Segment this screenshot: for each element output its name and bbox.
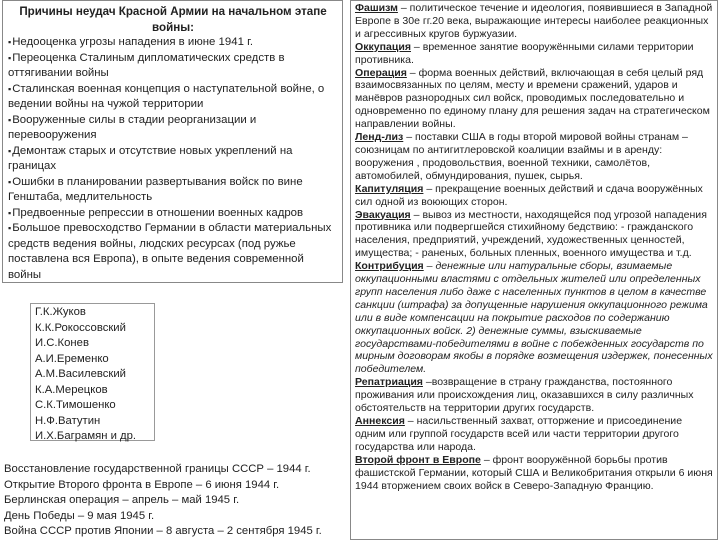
general-name: С.К.Тимошенко — [35, 399, 116, 411]
glossary-definition: – временное занятие вооружёнными силами территории противника. — [355, 40, 694, 66]
list-item: ▪Ошибки в планировании развертывания войск по вине Генштаба, медлительность — [8, 175, 303, 203]
bullet-icon: ▪ — [8, 145, 12, 156]
bullet-icon: ▪ — [8, 223, 12, 233]
glossary-entry — [355, 2, 715, 41]
glossary-term: Операция — [355, 66, 407, 79]
bullet-icon: ▪ — [8, 207, 12, 218]
general-name: И.Х.Баграмян и др. — [35, 430, 137, 442]
general-name: А.И.Еременко — [35, 352, 109, 365]
glossary-entry — [355, 67, 715, 132]
general-name: К.К.Рокоссовский — [35, 321, 126, 334]
date-line: Восстановление государственной границы СССР – 1944 г. — [4, 463, 311, 475]
glossary-panel — [350, 0, 718, 540]
glossary-term: Оккупация — [355, 40, 411, 53]
list-item: ▪Предвоенные репрессии в отношении военных кадров — [8, 206, 304, 219]
glossary-term: Аннексия — [355, 415, 405, 427]
glossary-entry — [355, 415, 715, 454]
date-line: Берлинская операция – апрель – май 1945 г. — [4, 494, 240, 506]
glossary-definition: – вывоз из местности, находящейся под угрозой нападения противника или подвергшейся стихийному бедствию: - гражданского населения, предприятий, учреждений, художественных ценностей, имущества; - раненых, больных пленных, военного имущества и т.д. — [355, 208, 707, 260]
glossary-term: Эвакуация — [355, 208, 411, 221]
causes-panel — [2, 0, 343, 283]
glossary-entry — [355, 376, 715, 415]
list-item: ▪Сталинская военная концепция о наступательной войне, о ведении войны на чужой территории — [8, 82, 325, 110]
glossary-term: Второй фронт в Европе — [355, 453, 481, 466]
general-name: Н.Ф.Ватутин — [35, 414, 101, 427]
bullet-icon: ▪ — [8, 176, 12, 187]
glossary-entry — [355, 183, 715, 209]
glossary-entry — [355, 454, 715, 493]
glossary-definition: – поставки США в годы второй мировой войны странам – союзницам по антигитлеровской коалиции взаймы и в аренду: вооружения , продовольствия, военной техники, самолётов, автомобилей, обмундирования, пушек, сырья. — [355, 131, 688, 182]
bullet-icon: ▪ — [8, 52, 12, 63]
bullet-icon: ▪ — [8, 83, 12, 94]
list-item: ▪Большое превосходство Германии в области материальных средств ведения войны, людских ресурсах (под ружье поставлена вся Европа), в опыте ведения современной войны — [8, 222, 332, 281]
glossary-entry — [355, 209, 715, 261]
glossary-term: Репатриация — [355, 376, 423, 389]
glossary-definition: – денежные или натуральные сборы, взимаемые оккупационными властями с отдельных жителей или определенных групп населения либо даже с населенных пунктов в целом в качестве санкции (штрафа) за допущенные нарушения оккупационного режима или в виде компенсации на покрытие расходов по содержанию оккупационных войск. 2) денежные суммы, взыскиваемые государствами-победителями в войне с побежденных государств по мирным договорам якобы в порядке возмещения издержек, понесенных победителем. — [355, 260, 713, 376]
glossary-definition: – насильственный захват, отторжение и присоединение одним или группой государств всей или части территории другого государства или народа. — [355, 415, 683, 453]
causes-title: Причины неудач Красной Армии на начальном этапе войны: — [19, 5, 327, 34]
date-line: Война СССР против Японии – 8 августа – 2 сентября 1945 г. — [4, 525, 322, 537]
glossary-entry — [355, 131, 715, 183]
list-item: ▪Вооруженные силы в стадии реорганизации и перевооружения — [8, 113, 257, 141]
glossary-definition: – форма военных действий, включающая в себя целый ряд взаимосвязанных по целям, месту и времени сражений, ударов и манёвров разнородных сил войск, проводимых последовательно и одновременно по единому плану для решения задач на стратегическом направлении войны. — [355, 66, 710, 131]
general-name: И.С.Конев — [35, 337, 89, 349]
general-name: А.М.Василевский — [35, 368, 126, 380]
glossary-definition: – политическое течение и идеология, появившиеся в Западной Европе в 30е гг.20 века, выражающие интересы наиболее реакционных и агрессивных кругов буржуазии. — [355, 2, 713, 40]
glossary-definition: – фронт вооружённой борьбы против фашистской Германии, который США и Великобритания открыли 6 июня 1944 вторжением своих войск в Северо-Западную Францию. — [355, 453, 713, 492]
glossary-term: Капитуляция — [355, 182, 424, 195]
glossary-entry — [355, 41, 715, 67]
list-item: ▪Переоценка Сталиным дипломатических средств в оттягивании войны — [8, 51, 285, 79]
general-name: Г.К.Жуков — [35, 306, 86, 318]
glossary-definition: –возвращение в страну гражданства, постоянного проживания или происхождения лиц, оказавшихся в силу различных обстоятельств на территории других государств. — [355, 376, 694, 415]
glossary-entry — [355, 260, 715, 376]
general-name: К.А.Мерецков — [35, 383, 108, 396]
bullet-icon: ▪ — [8, 37, 12, 47]
glossary-term: Фашизм — [355, 2, 398, 14]
causes-list — [8, 35, 338, 283]
date-line: День Победы – 9 мая 1945 г. — [4, 509, 155, 522]
key-dates — [4, 462, 346, 540]
list-item: ▪Недооценка угрозы нападения в июне 1941 г. — [8, 36, 253, 48]
generals-box — [30, 303, 155, 441]
glossary-term: Ленд-лиз — [355, 131, 404, 144]
glossary-definition: – прекращение военных действий и сдача вооружённых сил одной из воюющих сторон. — [355, 182, 703, 208]
date-line: Открытие Второго фронта в Европе – 6 июня 1944 г. — [4, 478, 280, 491]
bullet-icon: ▪ — [8, 114, 12, 125]
glossary-term: Контрибуция — [355, 260, 424, 273]
list-item: ▪Демонтаж старых и отсутствие новых укреплений на границах — [8, 144, 293, 172]
